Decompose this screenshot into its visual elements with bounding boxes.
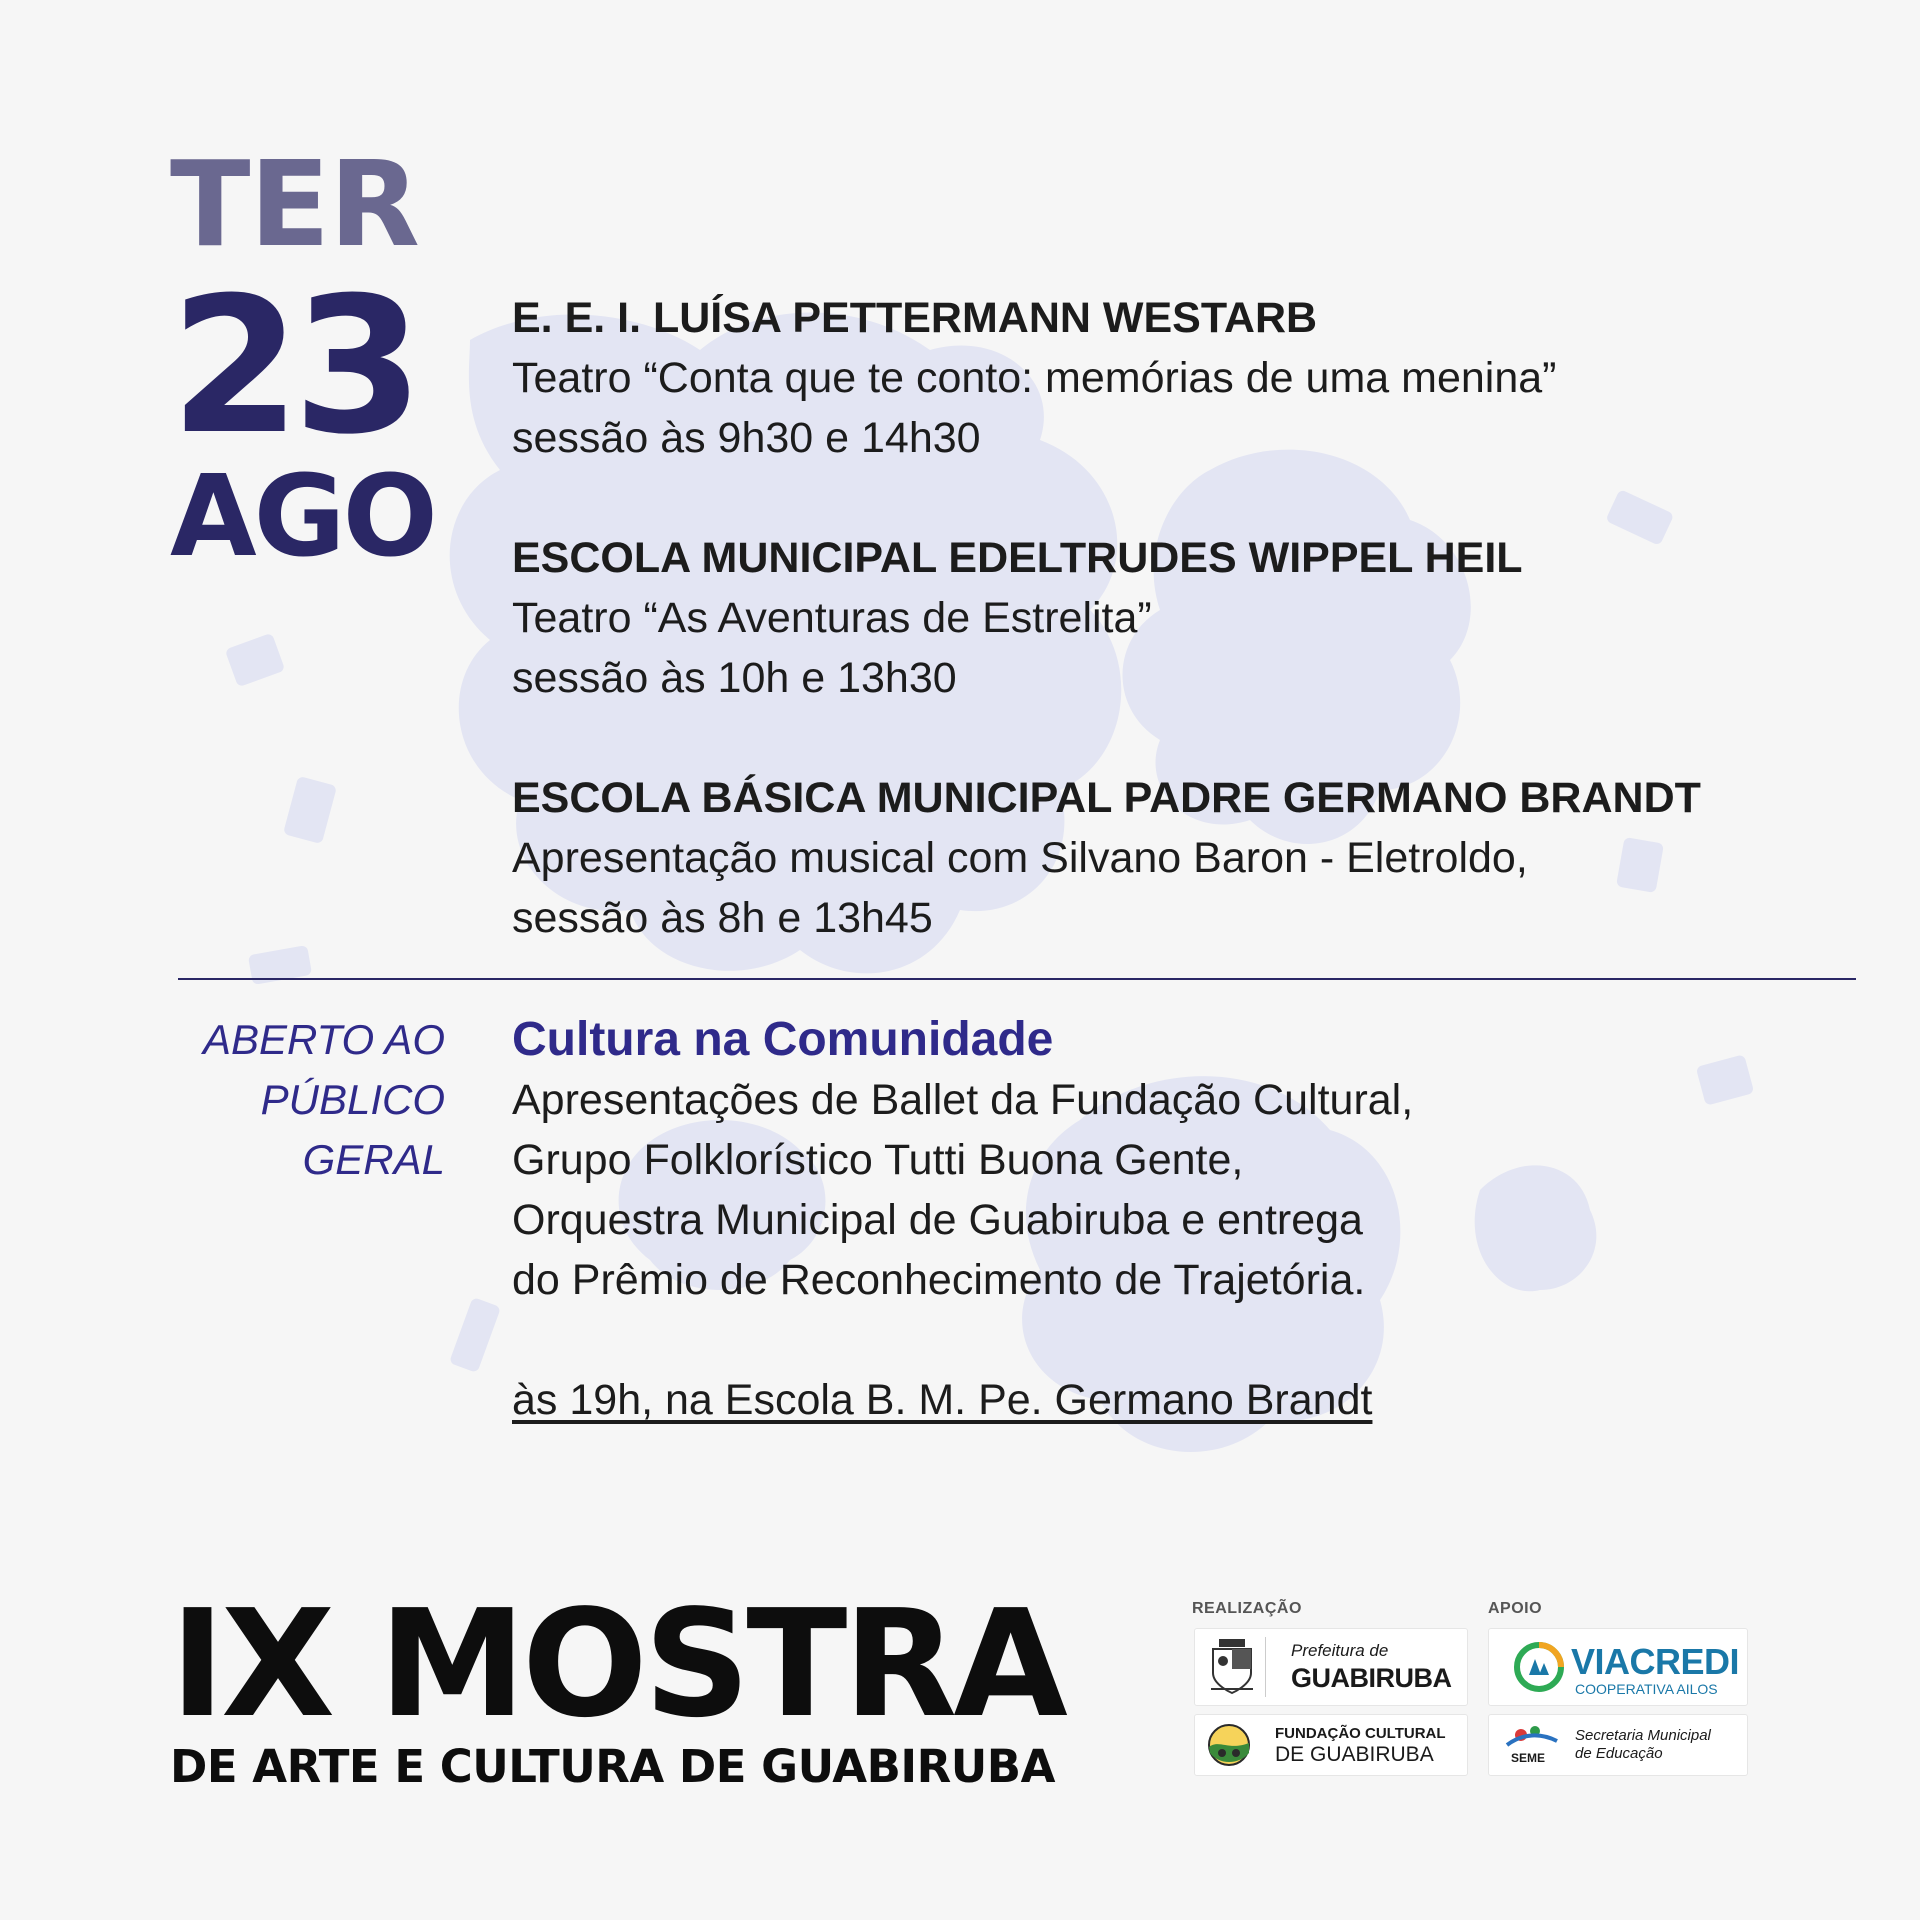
community-line: Orquestra Municipal de Guabiruba e entrega [512, 1196, 1363, 1244]
event-title-main: IX MOSTRA [170, 1578, 1064, 1750]
public-note-line: ABERTO AO [203, 1016, 445, 1063]
prefeitura-line2: GUABIRUBA [1291, 1663, 1452, 1693]
event-description: Apresentação musical com Silvano Baron - Eletroldo, [512, 834, 1528, 882]
community-line: Grupo Folklorístico Tutti Buona Gente, [512, 1136, 1244, 1184]
event-sessions: sessão às 10h e 13h30 [512, 654, 957, 702]
realizacao-label: REALIZAÇÃO [1192, 1600, 1302, 1617]
date-day-of-week: TER [170, 135, 419, 273]
section-divider [178, 978, 1856, 980]
date-block [170, 135, 460, 582]
seme-abbr: SEME [1511, 1751, 1546, 1765]
seme-line2: de Educação [1575, 1745, 1663, 1762]
event-description: Teatro “As Aventuras de Estrelita” [512, 594, 1152, 642]
public-note-line: GERAL [302, 1136, 445, 1183]
event-item [512, 768, 1892, 948]
event-item [512, 528, 1892, 708]
event-sessions: sessão às 9h30 e 14h30 [512, 414, 981, 462]
community-line: Apresentações de Ballet da Fundação Cultural, [512, 1076, 1414, 1124]
fundacao-logo [1194, 1714, 1468, 1776]
prefeitura-line1: Prefeitura de [1291, 1641, 1389, 1660]
seme-logo [1488, 1714, 1748, 1776]
community-location: às 19h, na Escola B. M. Pe. Germano Brandt [512, 1376, 1373, 1424]
fundacao-line2: DE GUABIRUBA [1275, 1743, 1434, 1766]
fundacao-line1: FUNDAÇÃO CULTURAL [1275, 1725, 1446, 1742]
event-venue: E. E. I. LUÍSA PETTERMANN WESTARB [512, 294, 1318, 342]
event-venue: ESCOLA BÁSICA MUNICIPAL PADRE GERMANO BRANDT [512, 774, 1701, 822]
event-item [512, 288, 1892, 468]
event-title-subtitle: DE ARTE E CULTURA DE GUABIRUBA [170, 1740, 1055, 1793]
viacredi-emblem-icon [1513, 1641, 1565, 1693]
event-venue: ESCOLA MUNICIPAL EDELTRUDES WIPPEL HEIL [512, 534, 1523, 582]
community-title: Cultura na Comunidade [512, 1013, 1054, 1066]
viacredi-name: VIACREDI [1571, 1641, 1740, 1682]
event-description: Teatro “Conta que te conto: memórias de uma menina” [512, 354, 1557, 402]
prefeitura-logo [1194, 1628, 1468, 1706]
community-event [512, 1010, 1812, 1430]
public-note [160, 1010, 445, 1190]
coat-of-arms-icon [1205, 1637, 1259, 1697]
viacredi-logo [1488, 1628, 1748, 1706]
community-line: do Prêmio de Reconhecimento de Trajetória. [512, 1256, 1366, 1304]
events-list [512, 288, 1892, 1008]
seme-emblem-icon [1503, 1723, 1561, 1749]
event-title [170, 1578, 1070, 1793]
viacredi-tagline: COOPERATIVA AILOS [1575, 1681, 1718, 1697]
public-note-line: PÚBLICO [260, 1076, 445, 1123]
fundacao-emblem-icon [1207, 1723, 1251, 1767]
seme-line1: Secretaria Municipal [1575, 1727, 1711, 1744]
date-month: AGO [170, 452, 435, 582]
event-sessions: sessão às 8h e 13h45 [512, 894, 933, 942]
apoio-label: APOIO [1488, 1600, 1543, 1617]
date-day: 23 [170, 257, 416, 476]
